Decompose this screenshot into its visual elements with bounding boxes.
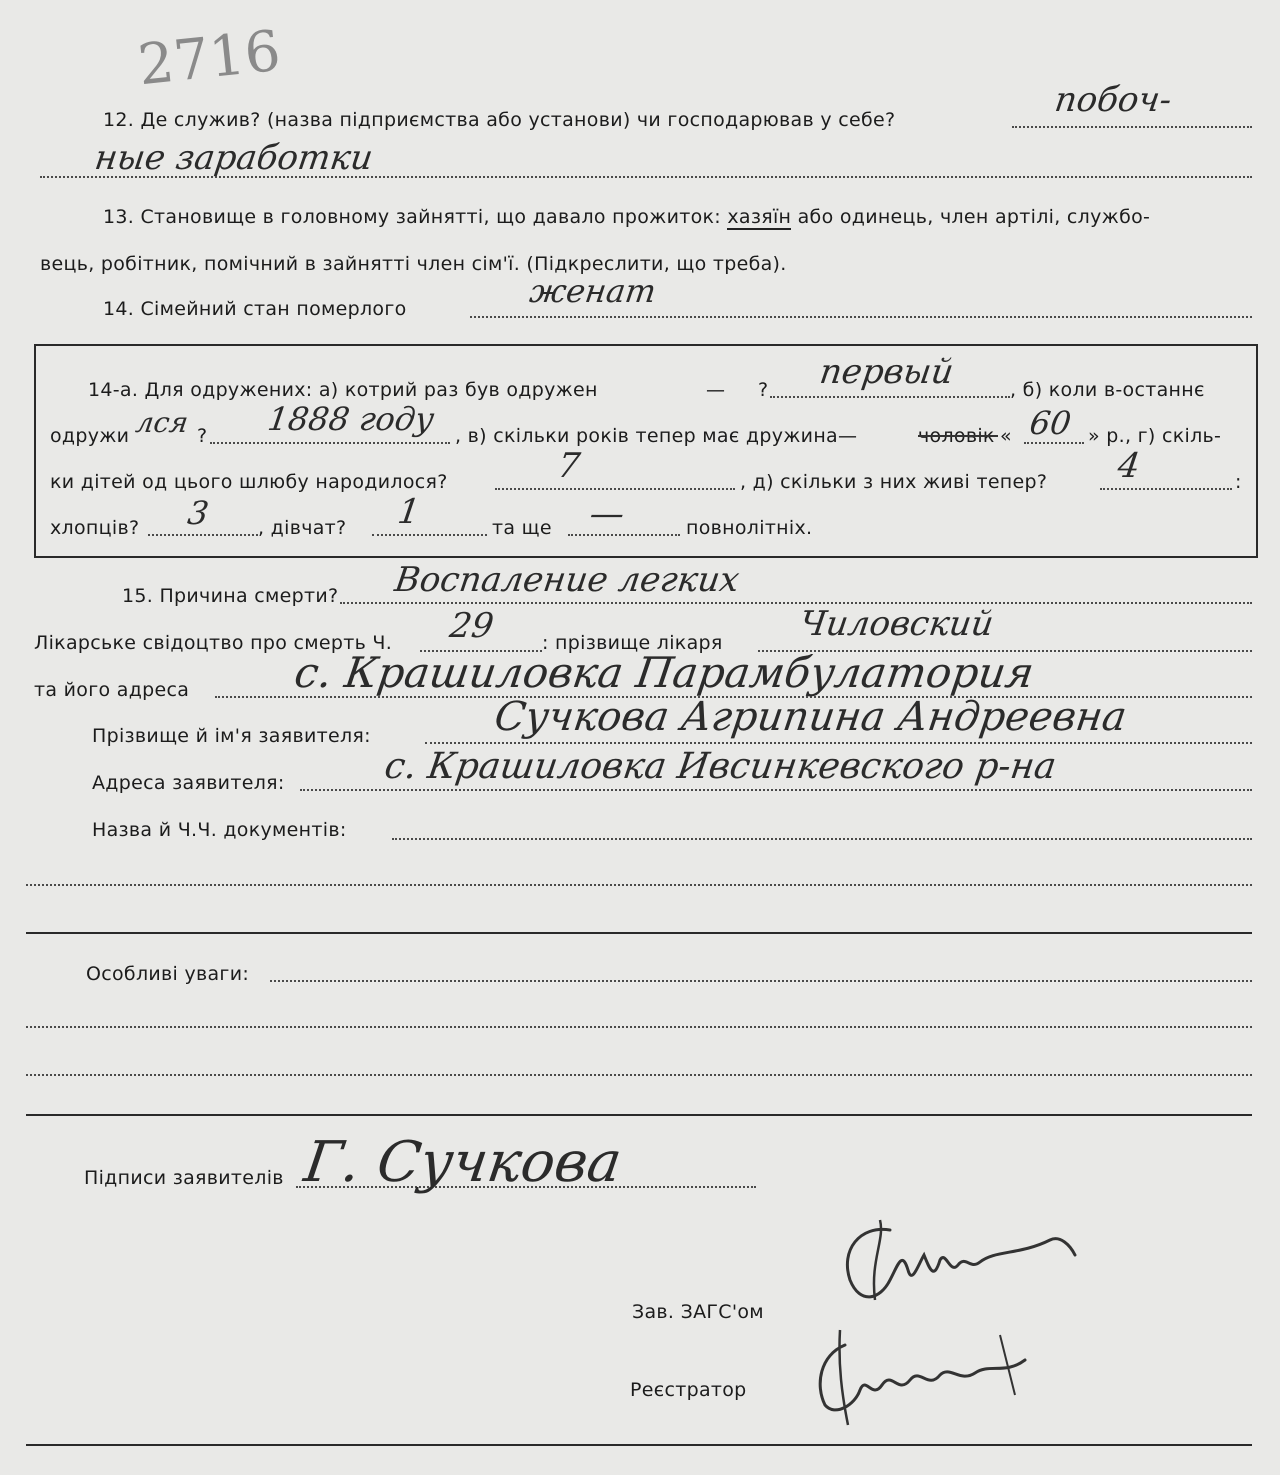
signature-label: Підписи заявителів [84, 1167, 284, 1189]
q15-answer: Воспаление легких [392, 560, 742, 600]
applicant-name: Сучкова Агрипина Андреевна [491, 694, 1130, 740]
archive-number: 2716 [134, 18, 284, 99]
q12-answer-b: ные заработки [92, 138, 376, 178]
q14a-p4: , в) скільки років тепер має дружина— [455, 425, 858, 447]
q14a-p7: , д) скільки з них живі тепер? [740, 471, 1048, 493]
q14a-alive-line [1100, 488, 1232, 490]
q12-line [1012, 126, 1252, 128]
q14a-p2: , б) коли в-останнє [1010, 379, 1205, 401]
q14a-line1: 14-а. Для одружених: а) котрий раз був одружен [88, 379, 598, 401]
q14a-born-line [495, 488, 735, 490]
doctor-address: с. Крашиловка Парамбулатория [291, 648, 1037, 697]
q14a-boys: 3 [185, 494, 212, 532]
q14a-p10: та ще [492, 517, 552, 539]
q14a-times: первый [817, 352, 956, 392]
q14a-p11: повнолітніх. [686, 517, 813, 539]
documents-label: Назва й Ч.Ч. документів: [92, 819, 347, 841]
q14a-p6: ки дітей од цього шлюбу народилося? [50, 471, 448, 493]
q13-underlined-option: хазяїн [727, 206, 792, 228]
q14a-p5: » р., г) скіль- [1088, 425, 1222, 447]
q14a-married-year: 1888 году [265, 400, 437, 438]
q14a-p3a: одружи [50, 425, 130, 447]
q13-line2: вець, робітник, помічний в зайнятті член сім'ї. (Підкреслити, що треба). [40, 253, 787, 275]
notes-label: Особливі уваги: [86, 963, 250, 985]
applicant-address-line [300, 789, 1252, 791]
documents-line [392, 838, 1252, 840]
documents-line-2 [26, 884, 1252, 886]
q14a-age-line [1024, 442, 1084, 444]
q14a-q: ? [758, 379, 769, 401]
q14a-girls-line [372, 534, 487, 536]
registrar-signature [800, 1325, 1050, 1435]
head-signature [820, 1210, 1090, 1320]
q14a-p3b: ? [197, 425, 208, 447]
q14a-more: — [587, 494, 627, 534]
q14a-boys-line [148, 534, 258, 536]
applicant-signature: Г. Сучкова [300, 1130, 626, 1195]
certificate-number: 29 [447, 606, 497, 646]
q13-line1: 13. Становище в головному зайнятті, що давало прожиток: хазяїн або одинець, член артілі, службо- [103, 206, 1151, 228]
q12-answer-a: побоч- [1052, 80, 1175, 120]
q14a-box [34, 344, 1258, 558]
q12-label: 12. Де служив? (назва підприємства або установи) чи господарював у себе? [103, 109, 896, 131]
registrar-label: Реєстратор [630, 1379, 747, 1401]
q14a-p8: хлопців? [50, 517, 140, 539]
certificate-label: Лікарське свідоцтво про смерть Ч. [34, 632, 393, 654]
applicant-name-label: Прізвище й ім'я заявителя: [92, 725, 371, 747]
q14a-strike [918, 435, 998, 437]
q14a-struck: чоловік [918, 425, 995, 447]
doctor-address-label: та його адреса [34, 679, 190, 701]
bottom-rule [26, 1444, 1252, 1446]
notes-line-1 [270, 980, 1252, 982]
q14a-girls: 1 [395, 492, 423, 532]
q15-line [340, 602, 1252, 604]
applicant-address: с. Крашиловка Ивсинкевского р-на [382, 746, 1059, 787]
q14a-children-born: 7 [555, 446, 583, 486]
q14-label: 14. Сімейний стан померлого [103, 298, 407, 320]
q14a-p3-hw: лся [133, 406, 191, 439]
q14a-more-line [568, 534, 680, 536]
q14a-dash: — [706, 379, 726, 401]
section-rule-2 [26, 1114, 1252, 1116]
q14a-times-line [770, 396, 1010, 398]
notes-line-2 [26, 1026, 1252, 1028]
q14a-p9: , дівчат? [258, 517, 347, 539]
notes-line-3 [26, 1074, 1252, 1076]
q14a-spouse-age: 60 [1027, 404, 1074, 442]
q15-label: 15. Причина смерти? [122, 585, 339, 607]
section-rule-1 [26, 932, 1252, 934]
applicant-name-line [425, 742, 1252, 744]
q14a-quote: « [1000, 425, 1012, 447]
q14a-year-line [210, 442, 450, 444]
applicant-address-label: Адреса заявителя: [92, 772, 285, 794]
q14a-children-alive: 4 [1115, 446, 1143, 486]
q14-answer: женат [527, 272, 659, 310]
doctor-label: : прізвище лікаря [542, 632, 723, 654]
q14-line [470, 316, 1252, 318]
doctor-name: Чиловский [797, 604, 997, 644]
head-label: Зав. ЗАГС'ом [632, 1301, 764, 1323]
q14a-p7-end: : [1235, 471, 1242, 493]
